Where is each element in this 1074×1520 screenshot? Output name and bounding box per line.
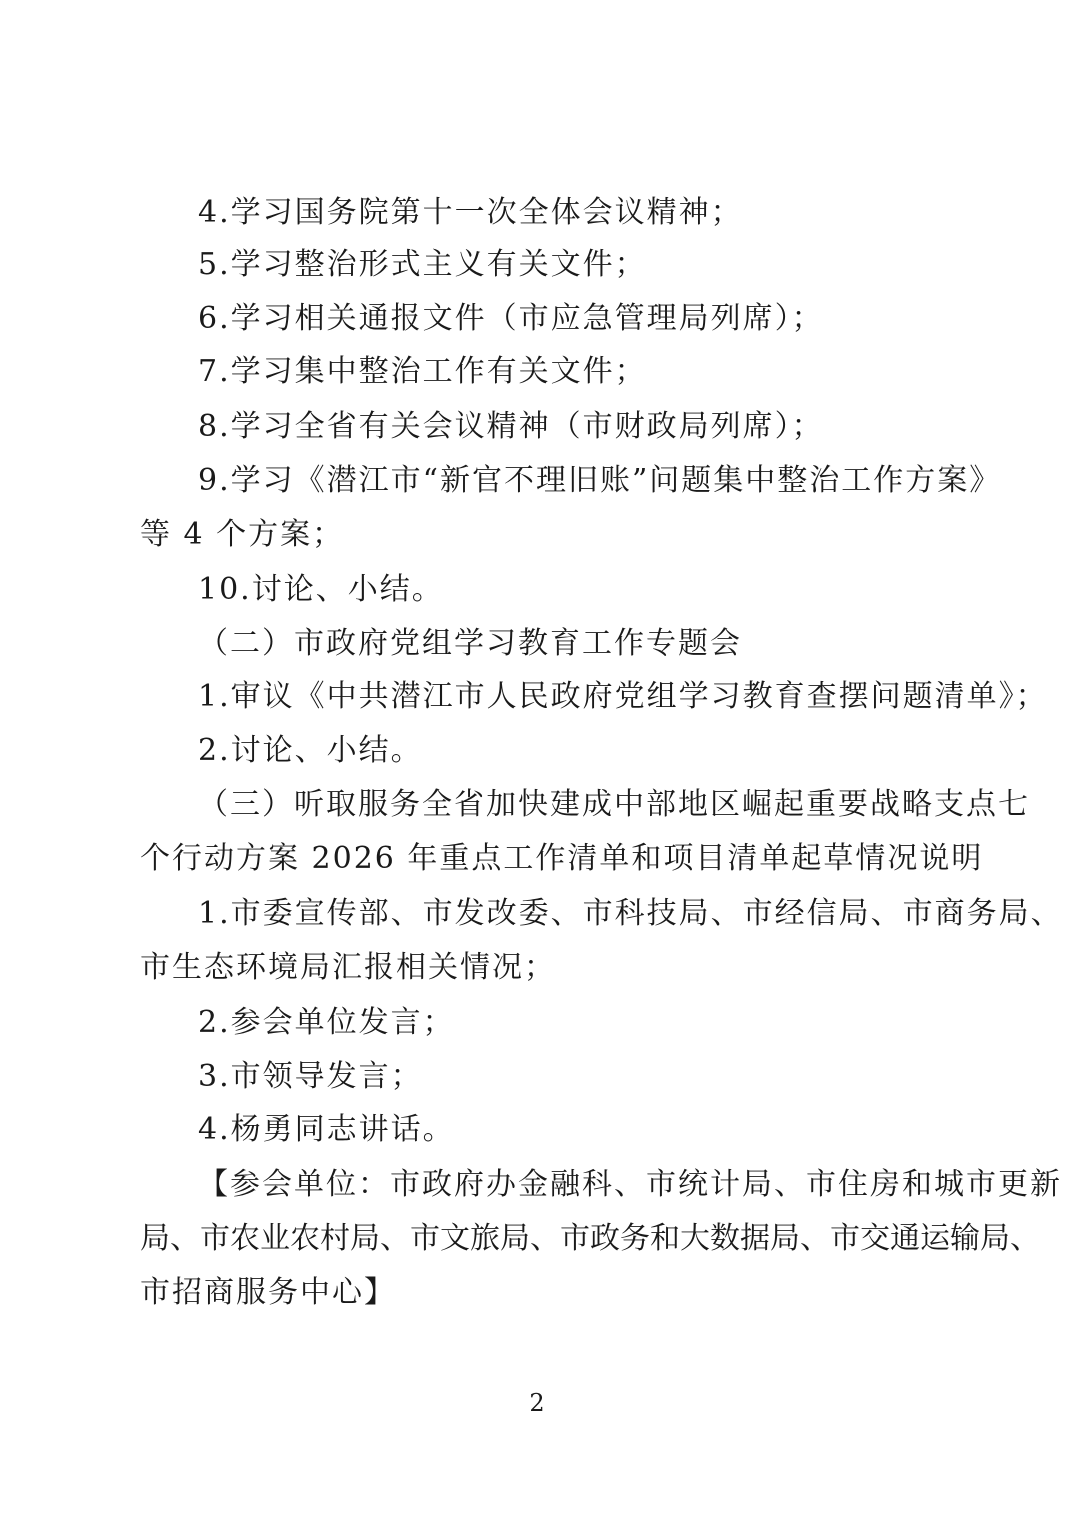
agenda-item-8: 8.学习全省有关会议精神（市财政局列席）； (198, 409, 824, 444)
agenda-item-9: 9.学习《潜江市“新官不理旧账”问题集中整治工作方案》 (198, 463, 1002, 498)
agenda-item-6: 6.学习相关通报文件（市应急管理局列席）； (198, 301, 824, 336)
agenda-item-7: 7.学习集中整治工作有关文件； (198, 354, 647, 389)
agenda-item-4: 4.学习国务院第十一次全体会议精神； (198, 195, 743, 230)
agenda-item-9-continued: 等 4 个方案； (140, 517, 345, 552)
agenda-item-5: 5.学习整治形式主义有关文件； (198, 247, 647, 282)
page-number: 2 (529, 1389, 545, 1417)
section-three-item-1: 1.市委宣传部、市发改委、市科技局、市经信局、市商务局、 (198, 896, 1063, 931)
participants-note-end: 市招商服务中心】 (140, 1275, 396, 1310)
section-three-heading-continued: 个行动方案 2026 年重点工作清单和项目清单起草情况说明 (140, 841, 984, 876)
section-two-heading: （二）市政府党组学习教育工作专题会 (198, 626, 742, 661)
participants-note: 【参会单位：市政府办金融科、市统计局、市住房和城市更新 (198, 1167, 1062, 1202)
agenda-item-10: 10.讨论、小结。 (198, 572, 444, 607)
section-three-item-3: 3.市领导发言； (198, 1059, 423, 1094)
participants-note-continued: 局、市农业农村局、市文旅局、市政务和大数据局、市交通运输局、 (140, 1221, 1040, 1256)
section-three-item-1-continued: 市生态环境局汇报相关情况； (140, 950, 556, 985)
section-three-item-4: 4.杨勇同志讲话。 (198, 1112, 455, 1147)
section-two-item-2: 2.讨论、小结。 (198, 733, 423, 768)
section-three-heading: （三）听取服务全省加快建成中部地区崛起重要战略支点七 (198, 787, 1030, 822)
section-three-item-2: 2.参会单位发言； (198, 1005, 455, 1040)
section-two-item-1: 1.审议《中共潜江市人民政府党组学习教育查摆问题清单》； (198, 679, 1048, 714)
